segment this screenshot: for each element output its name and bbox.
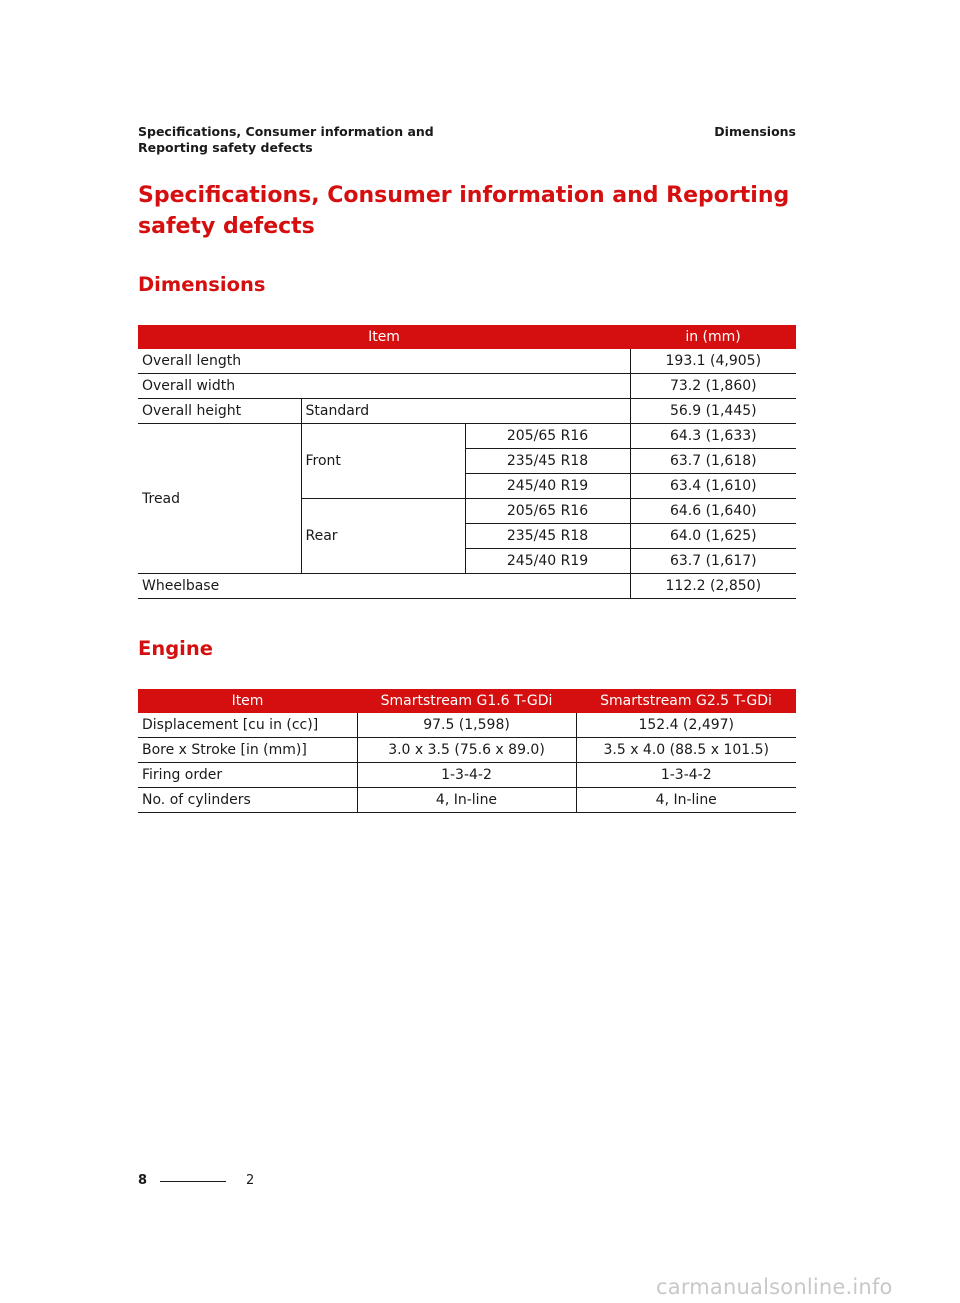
- engine-heading: Engine: [138, 637, 213, 660]
- table-row: [138, 399, 796, 424]
- table-row: [138, 574, 796, 599]
- row-value: 63.7 (1,618): [630, 449, 796, 474]
- page-title: Specifications, Consumer information and Reporting safety defects: [138, 183, 790, 239]
- header-chapter-title: Specifications, Consumer information and Reporting safety defects: [138, 124, 434, 155]
- row-value: 112.2 (2,850): [630, 574, 796, 599]
- row-value: 152.4 (2,497): [576, 713, 796, 738]
- table-row: [138, 763, 796, 788]
- footer-divider: [160, 1181, 226, 1182]
- row-value: 3.5 x 4.0 (88.5 x 101.5): [576, 738, 796, 763]
- row-value: 64.6 (1,640): [630, 499, 796, 524]
- tire-size: 235/45 R18: [465, 524, 630, 549]
- table-row: [138, 349, 796, 374]
- row-value: 63.4 (1,610): [630, 474, 796, 499]
- row-label-tread: Tread: [138, 424, 301, 574]
- table-header-row: [138, 325, 796, 349]
- table-row: [138, 713, 796, 738]
- tire-size: 245/40 R19: [465, 474, 630, 499]
- row-value: 1-3-4-2: [576, 763, 796, 788]
- table-row: [138, 424, 796, 449]
- tire-size: 205/65 R16: [465, 499, 630, 524]
- column-header-value: in (mm): [630, 325, 796, 349]
- tire-size: 245/40 R19: [465, 549, 630, 574]
- row-label: Bore x Stroke [in (mm)]: [138, 738, 357, 763]
- tire-size: 235/45 R18: [465, 449, 630, 474]
- tire-size: 205/65 R16: [465, 424, 630, 449]
- row-value: 4, In-line: [576, 788, 796, 813]
- column-header-item: Item: [138, 325, 630, 349]
- watermark: carmanualsonline.info: [656, 1275, 893, 1299]
- column-header-g16: Smartstream G1.6 T-GDi: [357, 689, 576, 713]
- row-value: 73.2 (1,860): [630, 374, 796, 399]
- engine-table: [138, 689, 796, 813]
- column-header-item: Item: [138, 689, 357, 713]
- footer-chapter-number: 8: [138, 1173, 148, 1188]
- dimensions-table: [138, 325, 796, 599]
- row-value: 64.3 (1,633): [630, 424, 796, 449]
- row-label: Overall width: [138, 374, 630, 399]
- row-value: 193.1 (4,905): [630, 349, 796, 374]
- dimensions-heading: Dimensions: [138, 273, 266, 296]
- row-sublabel: Standard: [301, 399, 630, 424]
- table-row: [138, 374, 796, 399]
- row-label: Overall length: [138, 349, 630, 374]
- header-section-title: Dimensions: [714, 124, 796, 139]
- table-row: [138, 788, 796, 813]
- row-label: Displacement [cu in (cc)]: [138, 713, 357, 738]
- row-label: Wheelbase: [138, 574, 630, 599]
- running-header: [138, 124, 796, 156]
- row-value: 63.7 (1,617): [630, 549, 796, 574]
- row-sublabel-front: Front: [301, 424, 465, 499]
- row-sublabel-rear: Rear: [301, 499, 465, 574]
- table-header-row: [138, 689, 796, 713]
- row-value: 4, In-line: [357, 788, 576, 813]
- page-footer: [138, 1173, 258, 1191]
- table-row: [138, 738, 796, 763]
- row-label: Firing order: [138, 763, 357, 788]
- row-label: Overall height: [138, 399, 301, 424]
- row-value: 3.0 x 3.5 (75.6 x 89.0): [357, 738, 576, 763]
- row-value: 56.9 (1,445): [630, 399, 796, 424]
- row-label: No. of cylinders: [138, 788, 357, 813]
- row-value: 1-3-4-2: [357, 763, 576, 788]
- footer-page-number: 2: [246, 1173, 255, 1188]
- row-value: 64.0 (1,625): [630, 524, 796, 549]
- row-value: 97.5 (1,598): [357, 713, 576, 738]
- column-header-g25: Smartstream G2.5 T-GDi: [576, 689, 796, 713]
